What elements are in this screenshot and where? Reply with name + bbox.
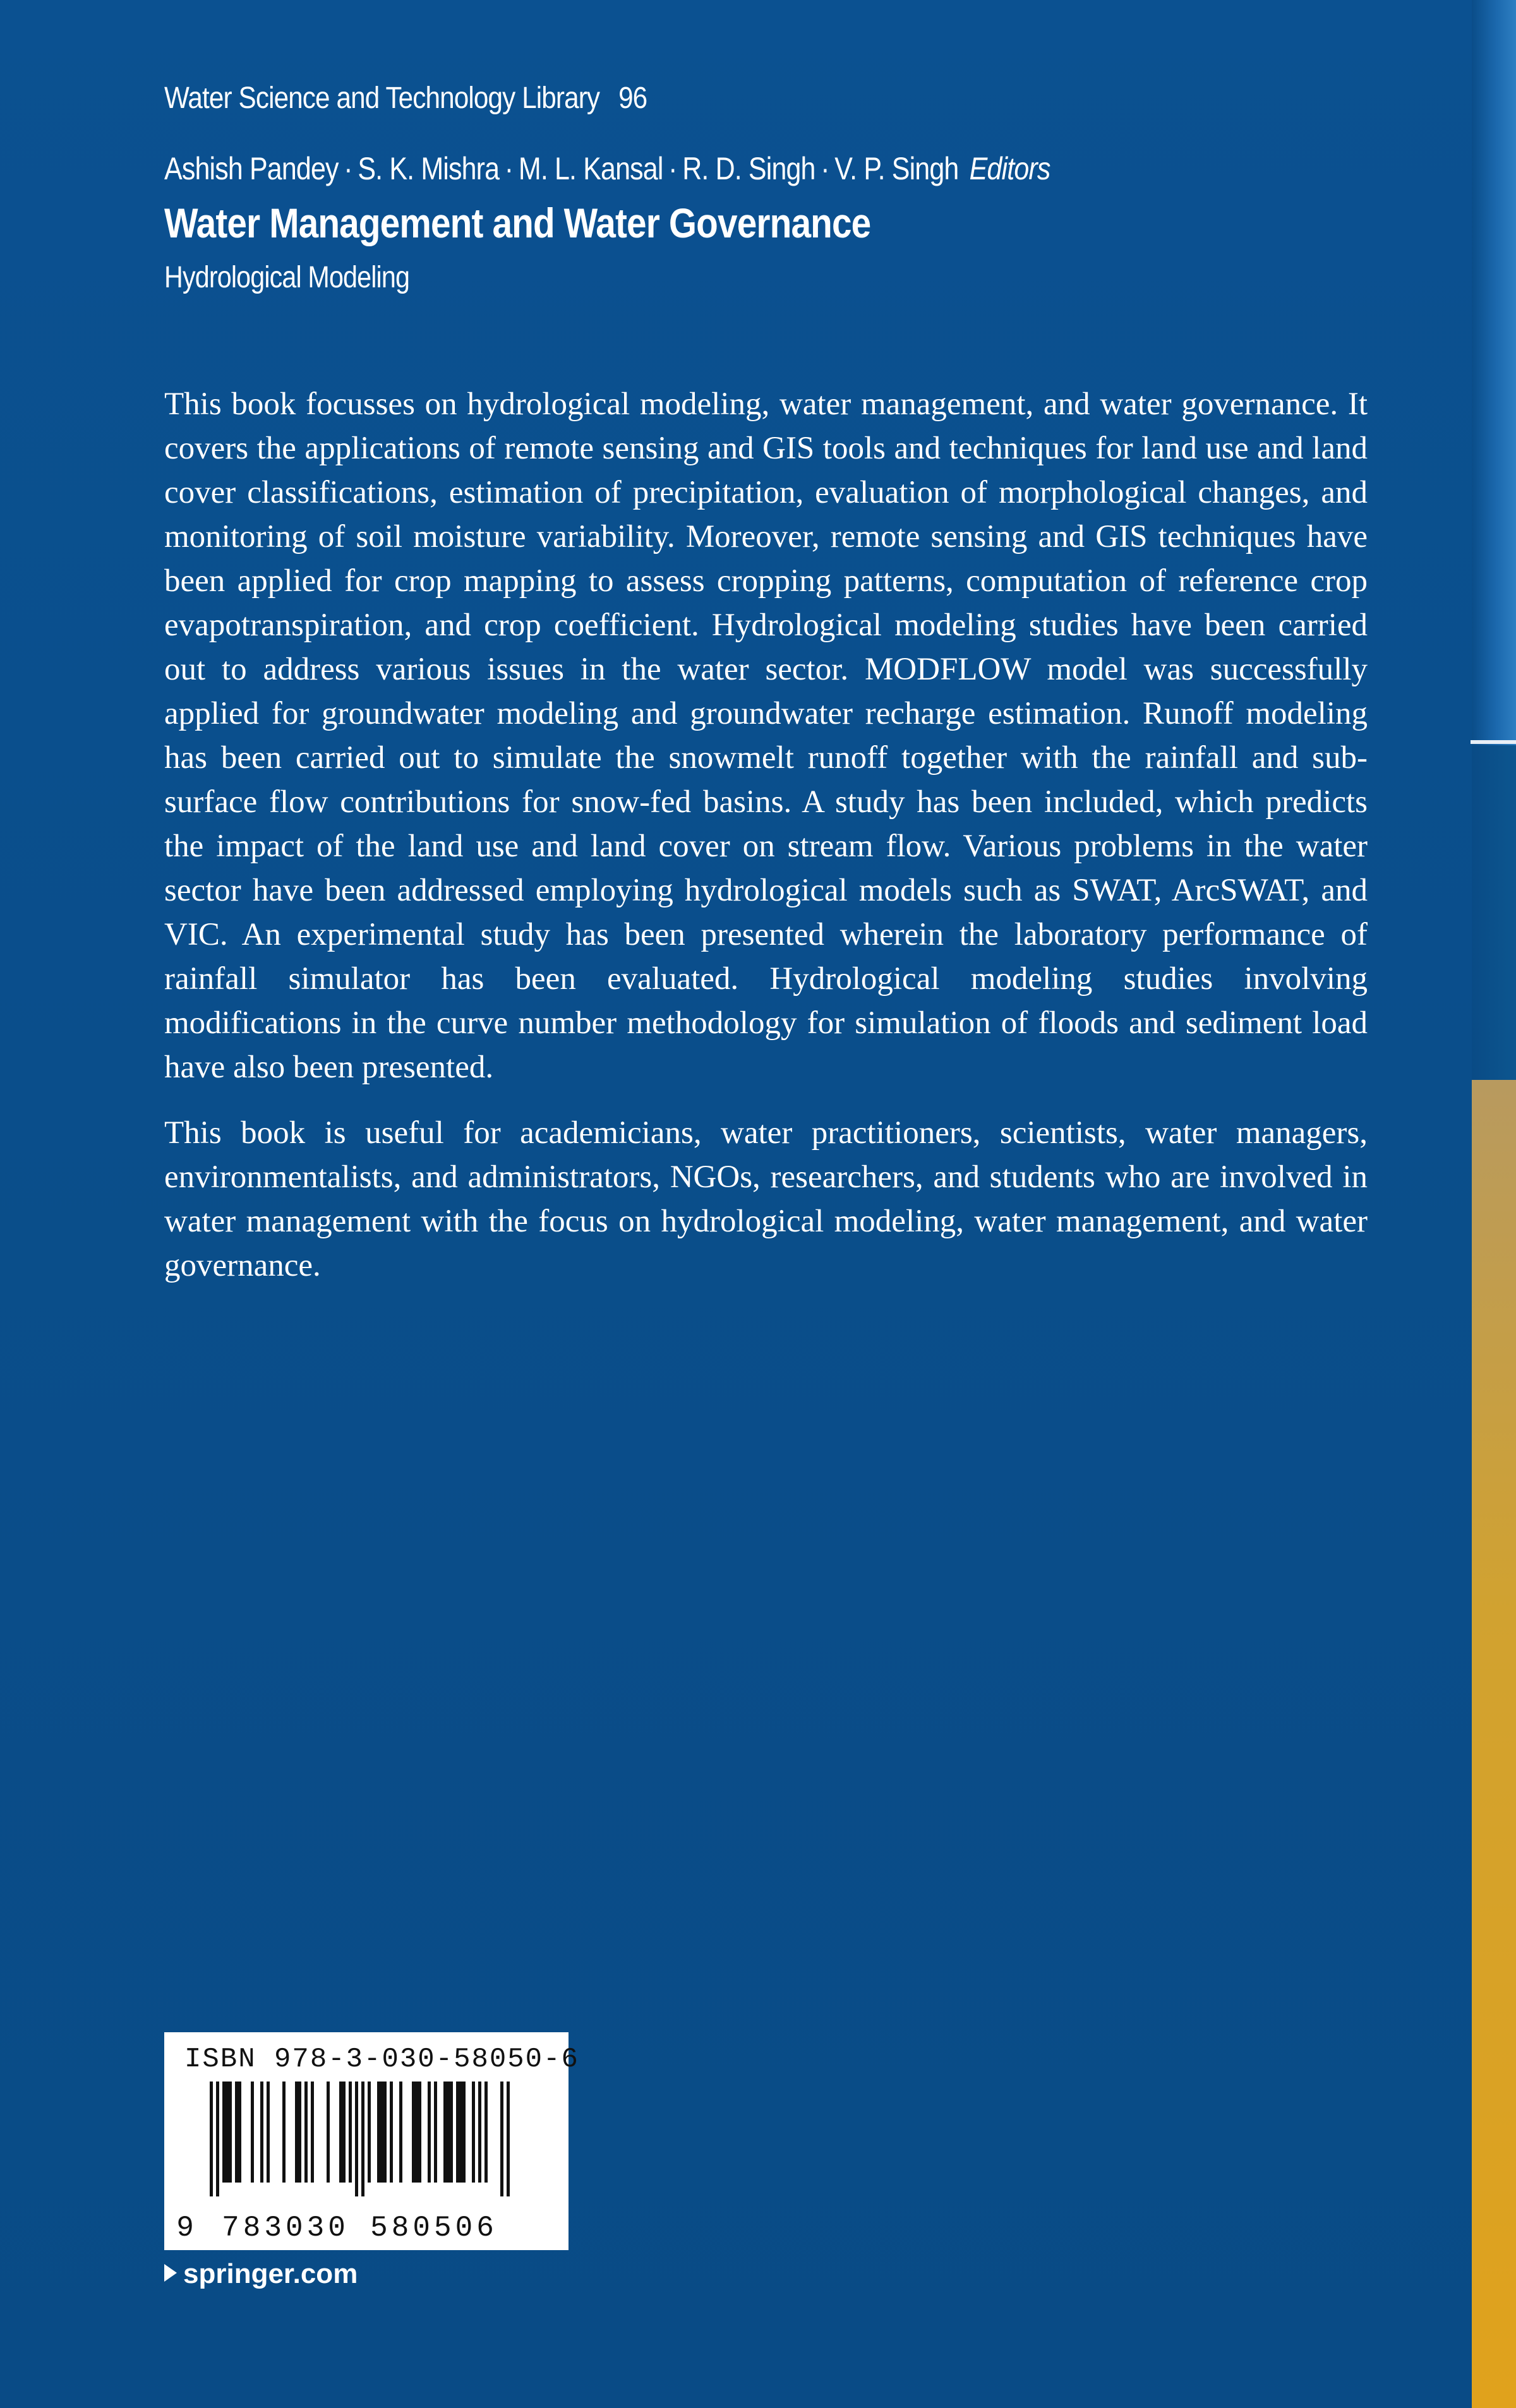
barcode-bar xyxy=(390,2082,393,2183)
barcode-bar xyxy=(311,2082,314,2183)
barcode-bar xyxy=(339,2082,342,2183)
barcode-bar xyxy=(238,2082,241,2183)
spine-divider-line xyxy=(1471,740,1516,744)
editor-name: S. K. Mishra xyxy=(358,151,500,186)
barcode-bar xyxy=(450,2082,453,2183)
barcode-bar xyxy=(383,2082,387,2183)
barcode-bar xyxy=(260,2082,263,2183)
barcode-bar xyxy=(428,2082,431,2183)
barcode-bar xyxy=(415,2082,418,2183)
barcode-bar xyxy=(507,2082,510,2196)
barcode-bar xyxy=(412,2082,415,2183)
barcode-bar xyxy=(484,2082,488,2183)
barcode-bar xyxy=(251,2082,254,2183)
series-name: Water Science and Technology Library xyxy=(164,81,600,115)
editor-separator: · xyxy=(344,151,352,186)
barcode-bar xyxy=(327,2082,330,2183)
barcode-bar xyxy=(418,2082,421,2183)
barcode-image xyxy=(164,2032,568,2250)
series-heading xyxy=(164,81,647,116)
editor-name: Ashish Pandey xyxy=(164,151,339,186)
barcode-digits: 783030 xyxy=(222,2212,349,2244)
barcode-bar xyxy=(295,2082,298,2183)
blurb-paragraph: This book is useful for academicians, water practitioners, scientists, water managers, environmentalists, and administrators, NGOs, researchers, and students who are involved in water management with the focus on hydrological modeling, water management, and water governance. xyxy=(164,1115,1368,1283)
barcode-bar xyxy=(456,2082,459,2183)
barcode-bar xyxy=(282,2082,286,2183)
publisher-url: springer.com xyxy=(183,2258,358,2289)
spine-blue-band xyxy=(1472,0,1516,745)
barcode-bar xyxy=(478,2082,481,2183)
barcode-bar xyxy=(399,2082,402,2183)
editor-name: V. P. Singh xyxy=(834,151,959,186)
blurb xyxy=(164,382,1368,1309)
editors-line xyxy=(164,150,1050,187)
barcode-bar xyxy=(447,2082,450,2183)
barcode-bar xyxy=(216,2082,219,2196)
editors-role: Editors xyxy=(969,151,1050,186)
publisher-link[interactable] xyxy=(164,2258,358,2290)
barcode-bar xyxy=(380,2082,383,2183)
spine-dark-band xyxy=(1472,745,1516,1080)
barcode-digits: 9 xyxy=(176,2212,198,2244)
barcode-bar xyxy=(298,2082,301,2183)
triangle-right-icon xyxy=(164,2264,177,2282)
barcode-bar xyxy=(368,2082,371,2183)
editor-name: M. L. Kansal xyxy=(518,151,663,186)
barcode-bar xyxy=(377,2082,380,2183)
barcode-bar xyxy=(459,2082,462,2183)
barcode-bar xyxy=(226,2082,229,2183)
barcode-bar xyxy=(235,2082,238,2183)
series-volume: 96 xyxy=(618,81,647,115)
barcode-bar xyxy=(229,2082,232,2183)
barcode-bar xyxy=(342,2082,346,2183)
editor-separator: · xyxy=(504,151,514,186)
book-subtitle: Hydrological Modeling xyxy=(164,261,410,294)
barcode-bar xyxy=(500,2082,503,2196)
editor-name: R. D. Singh xyxy=(682,151,815,186)
barcode-bar xyxy=(222,2082,226,2183)
barcode-panel xyxy=(164,2032,579,2250)
barcode-bar xyxy=(462,2082,466,2183)
barcode-bar xyxy=(361,2082,364,2196)
barcode-bar xyxy=(349,2082,352,2183)
barcode-bar xyxy=(472,2082,475,2183)
barcode-bar xyxy=(210,2082,213,2196)
blurb-paragraph: This book focusses on hydrological modeling, water management, and water governance. It covers the applications of remote sensing and GIS tools and techniques for land use and land cover classifications, estimation of precipitation, evaluation of morphological changes, and monitoring of soil moisture variability. Moreover, remote sensing and GIS techniques have been applied for crop mapping to assess cropping patterns, computation of reference crop evapotranspiration, and crop coefficient. Hydrological modeling studies have been carried out to address various issues in the water sector. MODFLOW model was successfully applied for groundwater modeling and groundwater recharge estimation. Runoff modeling has been carried out to simulate the snowmelt runoff together with the rainfall and sub-surface flow contributions for snow-fed basins. A study has been included, which predicts the impact of the land use and land cover on stream flow. Various problems in the water sector have been addressed employing hydrological models such as SWAT, ArcSWAT, and VIC. An experimental study has been presented wherein the laboratory performance of rainfall simulator has been evaluated. Hydrological modeling studies involving modifications in the curve number methodology for simulation of floods and sediment load have also been presented. xyxy=(164,386,1368,1085)
book-title: Water Management and Water Governance xyxy=(164,200,871,246)
barcode-bar xyxy=(443,2082,447,2183)
barcode-digits: 580506 xyxy=(370,2212,498,2244)
spine-gold-band xyxy=(1472,1080,1516,2408)
barcode-bar xyxy=(434,2082,437,2183)
editor-separator: · xyxy=(668,151,677,186)
isbn-label: ISBN 978-3-030-58050-6 xyxy=(184,2044,579,2075)
barcode-bar xyxy=(355,2082,358,2196)
barcode-bar xyxy=(304,2082,308,2183)
barcode-bar xyxy=(267,2082,270,2183)
editor-separator: · xyxy=(821,151,829,186)
